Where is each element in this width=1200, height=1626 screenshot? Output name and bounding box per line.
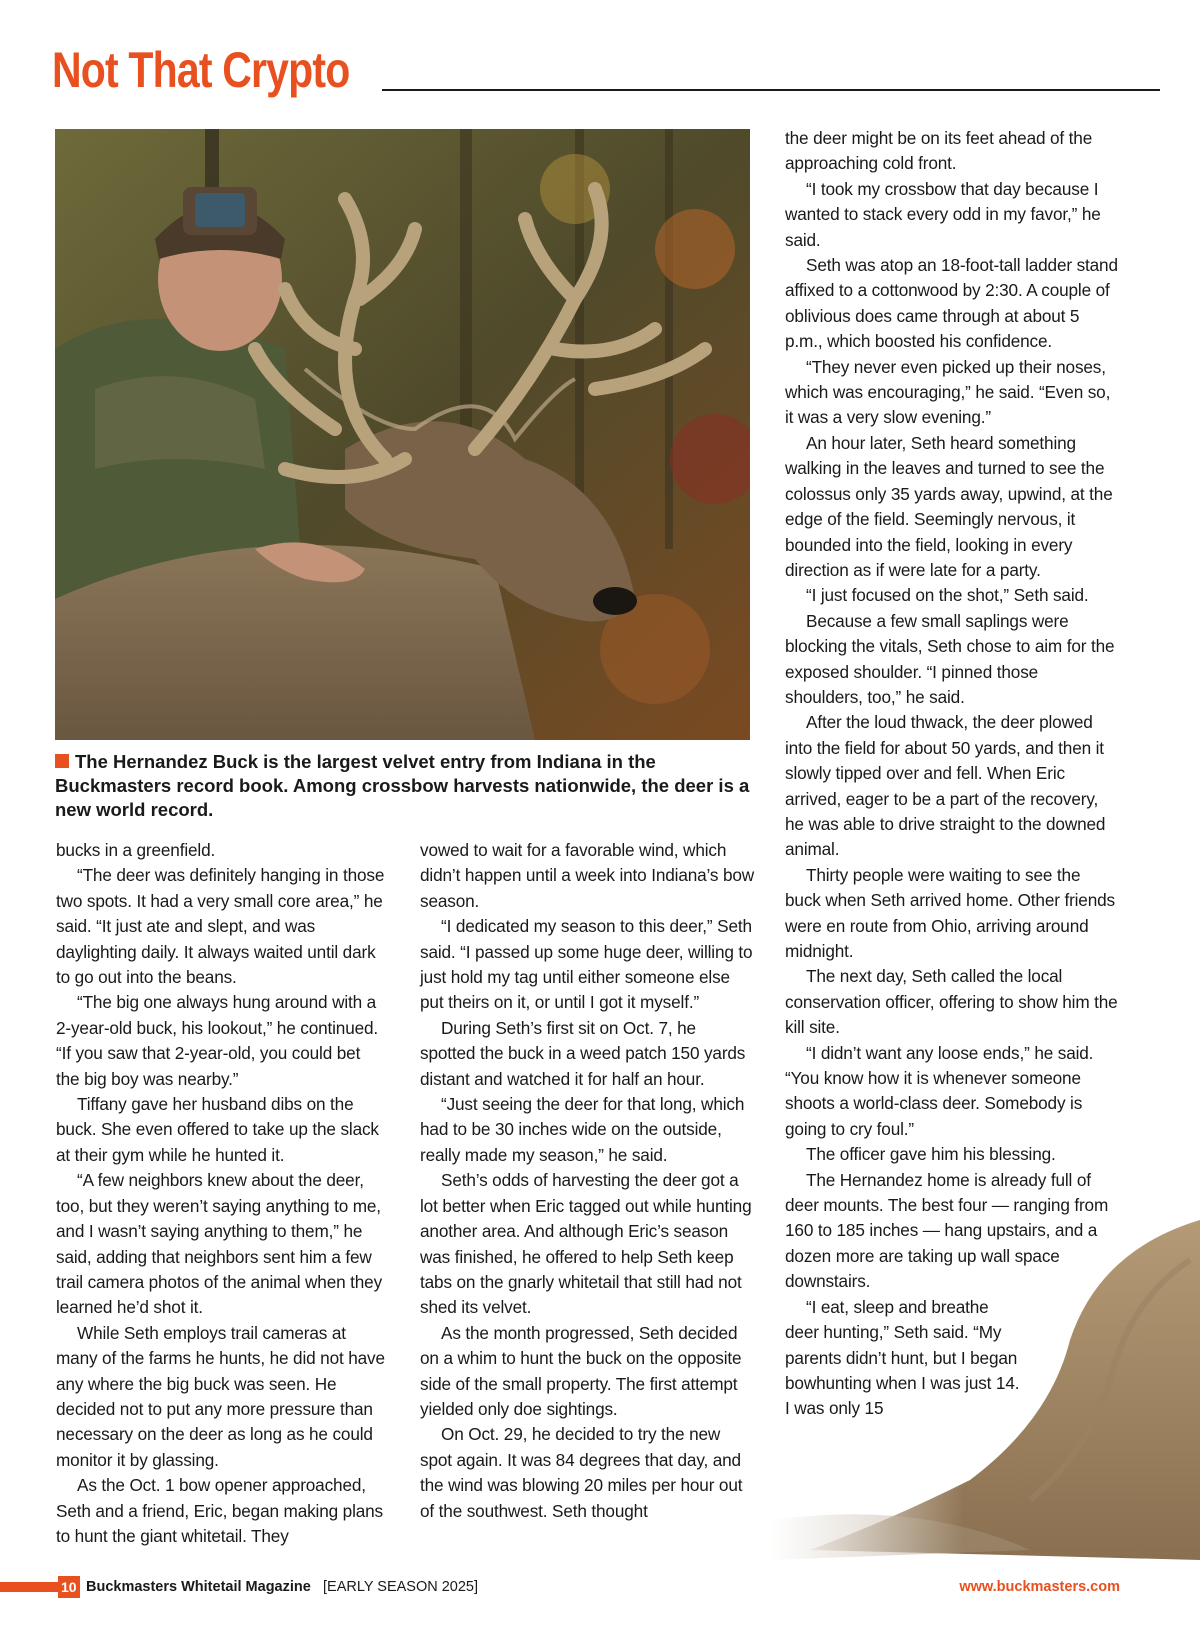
- footer-accent-bar: [0, 1582, 60, 1592]
- paragraph: After the loud thwack, the deer plowed into the field for about 50 yards, and then it slowly tipped over and fell. When Eric arrived, eager to be a part of the recovery, he was able to drive straight to the downed animal.: [785, 712, 1106, 860]
- paragraph: The Hernandez home is already full of deer mounts. The best four — ranging from 160 to 185 inches — hang upstairs, and a dozen more are taking up wall space downstairs.: [785, 1169, 1109, 1292]
- caption-marker: [55, 754, 69, 768]
- paragraph: The officer gave him his blessing.: [806, 1144, 1056, 1165]
- paragraph: As the Oct. 1 bow opener approached, Seth and a friend, Eric, began making plans to hunt the giant whitetail. They: [56, 1475, 384, 1546]
- paragraph: “The big one always hung around with a 2-year-old buck, his lookout,” he continued. “If you saw that 2-year-old, you could bet the big boy was nearby.”: [56, 992, 379, 1089]
- article-column-3: [785, 126, 1120, 1422]
- paragraph: The next day, Seth called the local conservation officer, offering to show him the kill site.: [785, 966, 1118, 1038]
- article-column-2: [420, 838, 755, 1524]
- paragraph: Thirty people were waiting to see the buck when Seth arrived home. Other friends were en route from Ohio, arriving around midnight.: [785, 864, 1115, 961]
- article-column-1: [56, 838, 386, 1549]
- paragraph: bucks in a greenfield.: [56, 840, 216, 860]
- paragraph: While Seth employs trail cameras at many of the farms he hunts, he did not have any where the big buck was seen. He decided not to put any more pressure than necessary on the deer as long as he could monitor it by glassing.: [56, 1322, 385, 1470]
- section-title: Not That Crypto: [52, 42, 350, 98]
- paragraph: On Oct. 29, he decided to try the new spot again. It was 84 degrees that day, and the wind was blowing 20 miles per hour out of the southwest. Seth thought: [420, 1424, 743, 1521]
- paragraph: An hour later, Seth heard something walking in the leaves and turned to see the colossus only 35 yards away, upwind, at the edge of the field. Seemingly nervous, it bounded into the field, looking in every direction as if were late for a party.: [785, 432, 1113, 580]
- photo-caption: [55, 750, 760, 822]
- paragraph: As the month progressed, Seth decided on a whim to hunt the buck on the opposite side of the small property. The first attempt yielded only doe sightings.: [420, 1322, 742, 1419]
- paragraph: “I dedicated my season to this deer,” Seth said. “I passed up some huge deer, willing to just hold my tag until either someone else put theirs on it, or until I got it myself.”: [420, 916, 753, 1013]
- paragraph: “I just focused on the shot,” Seth said.: [806, 585, 1089, 606]
- paragraph: “Just seeing the deer for that long, which had to be 30 inches wide on the outside, really made my season,” he said.: [420, 1094, 745, 1165]
- paragraph: “I took my crossbow that day because I wanted to stack every odd in my favor,” he said.: [785, 178, 1101, 250]
- page-footer: [0, 1576, 1200, 1600]
- paragraph: Seth’s odds of harvesting the deer got a lot better when Eric tagged out while hunting another area. And although Eric’s season was finished, he offered to help Seth keep tabs on the gnarly whitetail that still had not shed its velvet.: [420, 1170, 752, 1318]
- page-number: 10: [58, 1576, 80, 1598]
- paragraph: “A few neighbors knew about the deer, too, but they weren’t saying anything to me, and I wasn’t saying anything to them,” he said, adding that neighbors sent him a few trail camera photos of the animal when they learned he’d shot it.: [56, 1170, 383, 1318]
- paragraph: During Seth’s first sit on Oct. 7, he spotted the buck in a weed patch 150 yards distant and watched it for half an hour.: [420, 1017, 746, 1089]
- caption-text: The Hernandez Buck is the largest velvet entry from Indiana in the Buckmasters record book. Among crossbow harvests nationwide, the deer is a new world record.: [55, 751, 750, 820]
- paragraph: “The deer was definitely hanging in those two spots. It had a very small core area,” he said. “It just ate and slept, and was daylighting daily. It always waited until dark to go out into the beans.: [56, 865, 385, 988]
- paragraph: “I didn’t want any loose ends,” he said. “You know how it is whenever someone shoots a world-class deer. Somebody is going to cry foul.”: [785, 1042, 1094, 1139]
- issue-label: [EARLY SEASON 2025]: [323, 1579, 479, 1595]
- paragraph: vowed to wait for a favorable wind, which didn’t happen until a week into Indiana’s bow season.: [420, 840, 755, 911]
- paragraph: Because a few small saplings were blocking the vitals, Seth chose to aim for the exposed shoulder. “I pinned those shoulders, too,” he said.: [785, 610, 1115, 707]
- paragraph: the deer might be on its feet ahead of the approaching cold front.: [785, 128, 1093, 174]
- paragraph: Seth was atop an 18-foot-tall ladder stand affixed to a cottonwood by 2:30. A couple of oblivious does came through at about 5 p.m., which boosted his confidence.: [785, 255, 1118, 352]
- hero-photo: [55, 129, 750, 740]
- paragraph: “They never even picked up their noses, which was encouraging,” he said. “Even so, it was a very slow evening.”: [785, 356, 1111, 428]
- magazine-name: Buckmasters Whitetail Magazine: [86, 1579, 311, 1595]
- header-rule: [382, 89, 1160, 91]
- paragraph: “I eat, sleep and breathe deer hunting,” Seth said. “My parents didn’t hunt, but I began bowhunting when I was just 14. I was only 15: [785, 1296, 1020, 1419]
- paragraph: Tiffany gave her husband dibs on the buck. She even offered to take up the slack at their gym while he hunted it.: [56, 1094, 379, 1165]
- website-link[interactable]: www.buckmasters.com: [959, 1579, 1120, 1595]
- page-header: [52, 40, 1160, 100]
